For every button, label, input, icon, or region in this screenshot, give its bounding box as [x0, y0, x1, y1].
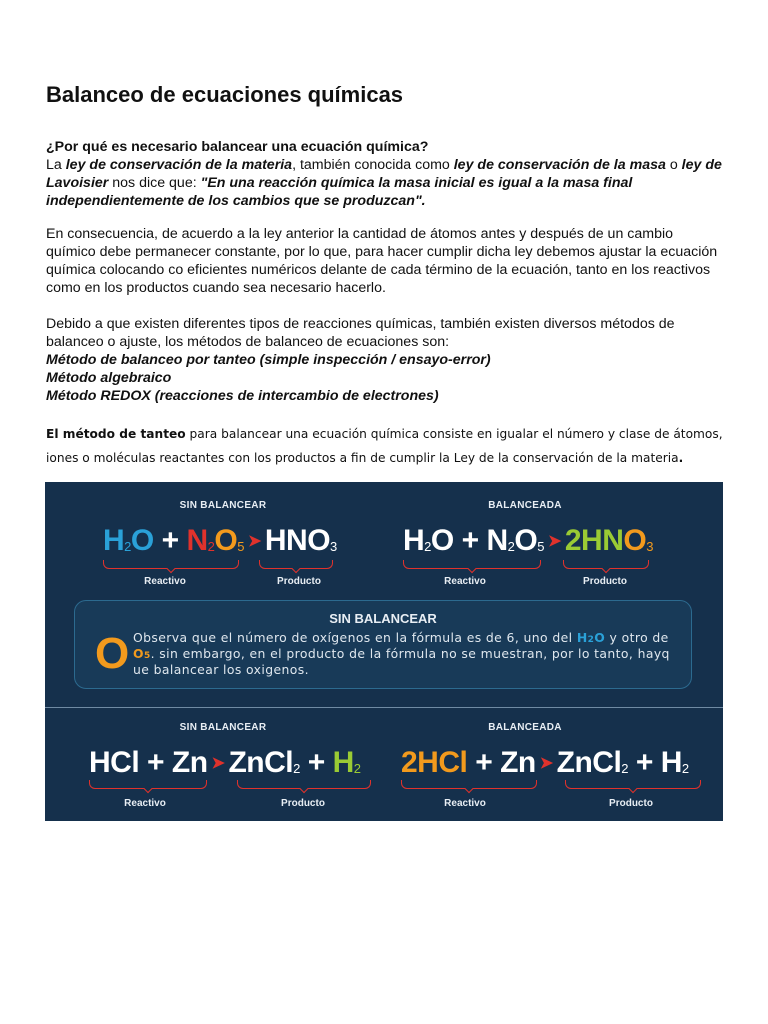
eq-term: HCl: [89, 746, 140, 779]
arrow-icon: ➤: [247, 533, 261, 550]
eq-subscript: 2: [507, 539, 515, 554]
eq-term: 2HCl: [401, 746, 468, 779]
label-reactivo: Reactivo: [124, 798, 166, 809]
label-producto: Producto: [281, 798, 325, 809]
method-algebraico: Método algebraico: [46, 370, 172, 386]
label-producto: Producto: [277, 576, 321, 587]
eq-term: H: [660, 746, 682, 779]
head-balanced-bottom: BALANCEADA: [488, 722, 562, 733]
eq-subscript: 2: [207, 539, 215, 554]
eq-atom: O: [430, 524, 454, 557]
eq-atom: O: [594, 630, 606, 645]
law-conservation-matter: ley de conservación de la materia: [65, 157, 293, 173]
head-unbalanced-bottom: SIN BALANCEAR: [179, 722, 267, 733]
page-title: Balanceo de ecuaciones químicas: [46, 82, 404, 107]
eq-atom: O: [514, 524, 538, 557]
brace-producto: [237, 780, 371, 789]
eq-subscript: 2: [124, 539, 131, 554]
eq-term: ZnCl: [228, 746, 294, 779]
eq-atom: N: [186, 524, 208, 557]
brace-producto: [565, 780, 701, 789]
equation-unbalanced-2: [89, 746, 360, 780]
equation-unbalanced-1: [103, 524, 337, 558]
text-fragment: y otro de: [605, 630, 669, 645]
label-reactivo: Reactivo: [444, 576, 486, 587]
box-text: [133, 631, 673, 676]
eq-product: HNO: [264, 524, 331, 557]
eq-term: Zn: [171, 746, 208, 779]
balancing-infographic: [45, 482, 723, 821]
brace-producto: [259, 560, 333, 569]
law-conservation-mass: ley de conservación de la masa: [453, 157, 666, 173]
text-fragment: , también conocida como: [292, 157, 454, 173]
eq-subscript: 5: [143, 651, 151, 661]
text-fragment: La: [46, 157, 66, 173]
brace-reactivo: [401, 780, 537, 789]
eq-product: 2HN: [564, 524, 624, 557]
eq-atom: O: [133, 646, 144, 661]
methods-intro: Debido a que existen diferentes tipos de reacciones químicas, también existen diversos métodos de balanceo o ajuste, los métodos de balanceo de ecuaciones son:: [46, 316, 675, 350]
paragraph-tanteo: [46, 422, 736, 470]
eq-atom: O: [623, 524, 647, 557]
section-divider: [45, 707, 723, 708]
equation-balanced-2: [401, 746, 689, 780]
eq-subscript: 2: [681, 761, 689, 776]
eq-atom: N: [486, 524, 508, 557]
paragraph-methods: [46, 315, 726, 405]
brace-reactivo: [403, 560, 541, 569]
method-tanteo: Método de balanceo por tanteo (simple inspección / ensayo-error): [46, 352, 491, 368]
method-redox: Método REDOX (reacciones de intercambio de electrones): [46, 388, 439, 404]
question-heading: ¿Por qué es necesario balancear una ecuación química?: [46, 139, 429, 155]
lavoisier-quote: "En una reacción química la masa inicial es igual a la masa final independientemente de los cambios que se produzcan".: [46, 175, 633, 209]
brace-reactivo: [89, 780, 207, 789]
tanteo-text: para balancear una ecuación química consiste en igualar el número y clase de átomos, iones o moléculas reactantes con los productos a fin de cumplir la Ley de la conservación de la materia: [46, 427, 723, 465]
eq-plus: +: [475, 746, 493, 779]
eq-subscript: 2: [353, 761, 361, 776]
eq-plus: +: [307, 746, 325, 779]
tanteo-bold: El método de tanteo: [46, 427, 186, 441]
label-reactivo: Reactivo: [444, 798, 486, 809]
eq-atom: H: [403, 524, 425, 557]
eq-atom: O: [130, 524, 154, 557]
eq-plus: +: [461, 524, 479, 557]
eq-subscript: 5: [237, 539, 244, 554]
head-unbalanced-top: SIN BALANCEAR: [179, 500, 267, 511]
equation-balanced-1: [403, 524, 653, 558]
paragraph-why-balance: [46, 138, 726, 210]
text-fragment: o: [665, 157, 682, 173]
box-title: SIN BALANCEAR: [329, 611, 437, 626]
eq-term: ZnCl: [556, 746, 622, 779]
eq-atom: H: [576, 630, 588, 645]
eq-plus: +: [161, 524, 179, 557]
eq-plus: +: [635, 746, 653, 779]
explanation-box: [74, 600, 692, 689]
brace-reactivo: [103, 560, 239, 569]
text-fragment: Observa que el número de oxígenos en la fórmula es de 6, uno del: [133, 630, 577, 645]
eq-subscript: 2: [293, 761, 300, 776]
eq-plus: +: [147, 746, 165, 779]
eq-term: H: [332, 746, 354, 779]
eq-subscript: 2: [621, 761, 629, 776]
label-producto: Producto: [583, 576, 627, 587]
eq-atom: O: [214, 524, 238, 557]
label-reactivo: Reactivo: [144, 576, 186, 587]
label-producto: Producto: [609, 798, 653, 809]
arrow-icon: ➤: [539, 755, 553, 772]
eq-atom: H: [103, 524, 125, 557]
law-lavoisier: ley de Lavoisier: [46, 157, 722, 191]
arrow-icon: ➤: [547, 533, 561, 550]
eq-subscript: 3: [646, 539, 653, 554]
arrow-icon: ➤: [211, 755, 225, 772]
eq-subscript: 2: [424, 539, 431, 554]
text-fragment: .: [678, 451, 684, 465]
text-fragment: . sin embargo, en el producto de la fórmula no se muestran, por lo tanto, hayq ue balancear los oxigenos.: [133, 646, 670, 677]
head-balanced-top: BALANCEADA: [488, 500, 562, 511]
text-fragment: nos dice que:: [108, 175, 201, 191]
eq-subscript: 2: [587, 635, 595, 645]
big-o-letter: O: [95, 629, 130, 678]
paragraph-consequence: En consecuencia, de acuerdo a la ley anterior la cantidad de átomos antes y después de un cambio químico debe permanecer constante, por lo que, para hacer cumplir dicha ley debemos ajustar la ecuación química colocando co eficientes numéricos delante de cada término de la ecuación, tanto en los reactivos como en los productos cuando sea necesario hacerlo.: [46, 226, 718, 296]
eq-subscript: 3: [330, 539, 337, 554]
eq-subscript: 5: [537, 539, 544, 554]
eq-term: Zn: [500, 746, 536, 779]
brace-producto: [563, 560, 649, 569]
